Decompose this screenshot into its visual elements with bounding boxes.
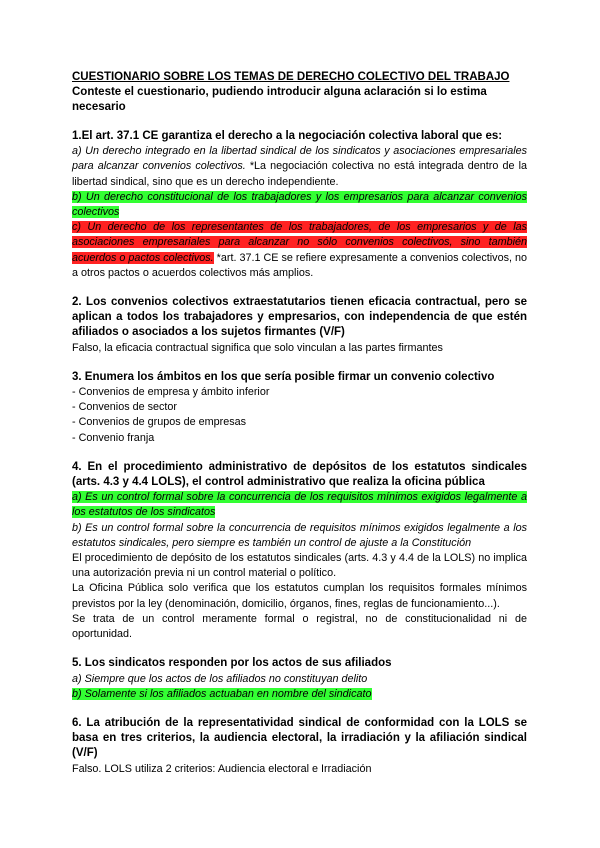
question-3-text: 3. Enumera los ámbitos en los que sería posible firmar un convenio colectivo [72,370,495,383]
questionnaire-document [72,70,527,777]
question-4-text: 4. En el procedimiento administrativo de depósitos de los estatutos sindicales (arts. 4.3 y 4.4 LOLS), el control administrativo que realiza la oficina pública [72,460,527,489]
question-4-option-a [72,490,527,520]
question-1-option-b-text: b) Un derecho constitucional de los trabajadores y los empresarios para alcanzar convenios colectivos [72,190,527,219]
question-6-text: 6. La atribución de la representatividad sindical de conformidad con la LOLS se basa en tres criterios, la audiencia electoral, la irradiación y la afiliación sindical (V/F) [72,716,527,760]
question-1-option-c-text: c) Un derecho de los representantes de los trabajadores, de los empresarios y de las asociaciones empresariales para alcanzar no sólo convenios colectivos, sino también acuerdos o pactos colectivos. [72,221,527,264]
question-3 [72,370,527,446]
question-4-note: La Oficina Pública solo verifica que los estatutos cumplan los requisitos formales mínimos previstos por la ley (denominación, domicilio, órganos, fines, reglas de funcionamiento...). [72,582,527,610]
question-1-option-a-note: *La negociación colectiva no está integrada dentro de la libertad sindical, sino que es un derecho independiente. [72,160,527,188]
question-4-note: El procedimiento de depósito de los estatutos sindicales (arts. 4.3 y 4.4 de la LOLS) no implica una autorización previa ni un control material o político. [72,552,527,580]
list-item: - Convenios de empresa y ámbito inferior [72,386,270,399]
question-1 [72,129,527,281]
document-subtitle: Conteste el cuestionario, pudiendo introducir alguna aclaración si lo estima necesario [72,86,487,113]
list-item: - Convenio franja [72,431,155,444]
question-1-option-a-text: a) Un derecho integrado en la libertad sindical de los sindicatos y asociaciones empresariales para alcanzar convenios colectivos. [72,145,527,173]
question-2 [72,295,527,356]
list-item: - Convenios de sector [72,401,178,414]
question-2-text: 2. Los convenios colectivos extraestatutarios tienen eficacia contractual, pero se aplican a todos los trabajadores y empresarios, con independencia de que estén afiliados o asociados a los sujetos firmantes (V/F) [72,296,527,339]
question-2-answer: Falso, la eficacia contractual significa que solo vinculan a las partes firmantes [72,341,443,354]
question-1-option-b [72,190,527,220]
question-1-option-c [72,220,527,281]
question-5-text: 5. Los sindicatos responden por los actos de sus afiliados [72,657,392,670]
question-5 [72,656,527,702]
document-title: CUESTIONARIO SOBRE LOS TEMAS DE DERECHO COLECTIVO DEL TRABAJO [72,71,510,83]
question-4-note: Se trata de un control meramente formal o registral, no de constitucionalidad ni de oportunidad. [72,612,527,641]
question-4-option-b: b) Es un control formal sobre la concurrencia de requisitos mínimos exigidos legalmente a los estatutos sindicales, pero siempre es también un control de ajuste a la Constitución [72,521,527,549]
question-1-text: 1.El art. 37.1 CE garantiza el derecho a la negociación colectiva laboral que es: [72,130,503,142]
question-5-option-a: a) Siempre que los actos de los afiliados no constituyan delito [72,672,368,685]
question-1-option-c-note: *art. 37.1 CE se refiere expresamente a convenios colectivos, no a otros pactos o acuerdos colectivos más amplios. [72,251,527,279]
question-4 [72,460,527,642]
question-6 [72,716,527,777]
list-item: - Convenios de grupos de empresas [72,416,247,429]
question-1-option-a [72,144,527,190]
question-5-option-b-text: b) Solamente si los afiliados actuaban en nombre del sindicato [72,687,372,700]
question-5-option-b [72,687,527,702]
question-4-option-a-text: a) Es un control formal sobre la concurrencia de los requisitos mínimos exigidos legalmente a los estatutos de los sindicatos [72,491,527,519]
question-6-answer: Falso. LOLS utiliza 2 criterios: Audiencia electoral e Irradiación [72,762,372,775]
